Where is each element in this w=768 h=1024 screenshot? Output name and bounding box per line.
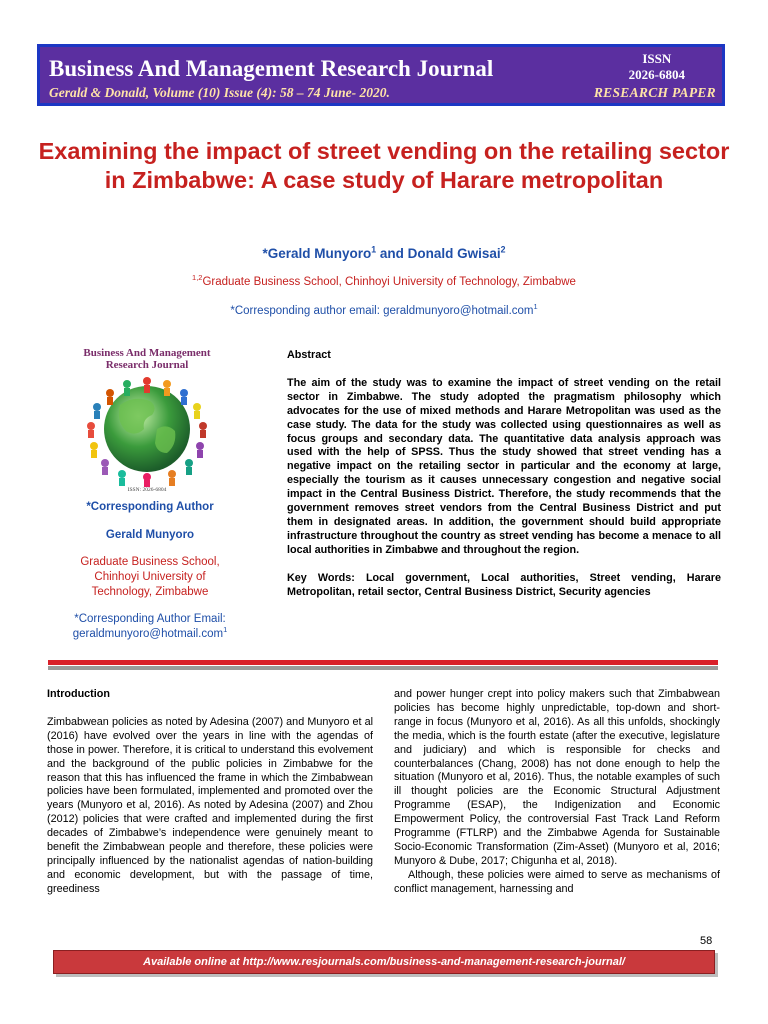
email-label: *Corresponding Author Email: [74,613,226,625]
affiliation-line-3: Technology, Zimbabwe [91,586,209,598]
page-number: 58 [700,935,713,947]
email-line [50,627,250,642]
corresponding-author-affiliation [50,555,250,600]
author-1-sup: 1 [371,244,377,255]
author-2: Donald Gwisai [407,246,501,261]
corresponding-email-text: *Corresponding author email: geraldmunyoro@hotmail.com [230,305,534,317]
body-paragraph: and power hunger crept into policy makers such that Zimbabwean policies has become highly unpredictable, top-down and short-range in focus (Munyoro et al, 2016). As all this unfolds, shockingly the media, which is the fourth estate (after the executive, legislature and judiciary) and which is responsible for checks and counterbalances (Chang, 2008) has not done enough to help the situation (Munyoro et al, 2016). Thus, the notable examples of such ill thought policies are the Economic Structural Adjustment Programme (ESAP), the Indigenization and Economic Empowerment Policy, the controversial Fast Track Land Reform Programme (FTLRP) and the Zimbabwe Agenda for Sustainable Socio-Economic Transformation (Zim-Asset) (Munyoro et al, 2016; Munyoro & Dube, 2017; Chigunha et al, 2018). [394,688,720,867]
issn-number: 2026-6804 [628,67,685,82]
journal-logo [62,347,232,497]
article-title: Examining the impact of street vending on the retailing sector in Zimbabwe: A case study of Harare metropolitan [38,138,730,193]
author-2-sup: 2 [500,244,506,255]
logo-issn: ISSN: 2026-6804 [127,487,167,493]
logo-title-line-2: Research Journal [105,359,189,371]
abstract-section [287,349,721,600]
footer-bar [53,950,715,974]
author-line [0,246,768,261]
paper-type: RESEARCH PAPER [593,85,716,100]
email-address[interactable]: geraldmunyoro@hotmail.com [72,628,224,640]
author-1: *Gerald Munyoro [262,246,372,261]
corresponding-author-label: *Corresponding Author [86,501,214,513]
journal-banner [37,44,725,106]
journal-title: Business And Management Research Journal [49,56,494,81]
body-paragraph: Although, these policies were aimed to serve as mechanisms of conflict management, harnessing and [394,868,720,895]
affiliation-text: Graduate Business School, Chinhoyi University of Technology, Zimbabwe [202,276,576,288]
email-sup: 1 [223,625,228,635]
affiliation-line-1: Graduate Business School, [80,556,220,568]
corresponding-author-name: Gerald Munyoro [105,529,195,541]
body-paragraph: Zimbabwean policies as noted by Adesina (2007) and Munyoro et al (2016) have evolved over the years in line with the agendas of those in power. Therefore, it is critical to understand this evolvement and the background of the public policies in Zimbabwe for the reason that this has influenced the frame in which the Zimbabwean policies have been formulated, implemented and promoted over the years (Munyoro et al, 2016). As noted by Adesina (2007) and Zhou (2012) policies that were crafted and implemented during the first decades of Zimbabwe’s independence were genuinely meant to benefit the Zimbabwean people and therefore, these policies were principally influenced by the nationalist agendas of nation-building and economic development, but with the passage of time, greediness [47,715,373,895]
affiliation-line [0,273,768,288]
keywords: Key Words: Local government, Local authorities, Street vending, Harare Metropolitan, retail sector, Central Business District, Security agencies [287,571,721,598]
affiliation-line-2: Chinhoyi University of [94,571,206,583]
globe-with-people-icon [62,371,232,487]
issn-label: ISSN [642,51,672,66]
affiliation-sup: 1,2 [192,273,203,283]
corresponding-email-line [0,302,768,317]
body-column-left [47,688,373,897]
abstract-heading: Abstract [287,349,331,361]
corresponding-author-email-block [50,612,250,642]
logo-title-line-1: Business And Management [83,347,211,359]
corresponding-email-sup: 1 [533,302,538,312]
citation-line: Gerald & Donald, Volume (10) Issue (4): 58 – 74 June- 2020. [49,85,390,100]
abstract-body: The aim of the study was to examine the impact of street vending on the retail sector in Zimbabwe. The study adopted the pragmatism philosophy which advocates for the use of mixed methods and Harare Metropolitan was used as the case study. The data for the study was collected using questionnaires as well as focus groups and secondary data. The quantitative data analysis approach was used with the help of SPSS. Thus the study showed that street vending has a negative impact on the retailing sector in particular and the economy at large, especially the tourism as it causes unnecessary congestion and negative social impact in the Central Business District. Therefore, the study recommends that the government removes street vendors from the Central Business District and put them in designated areas. In addition, the government should build appropriate infrastructure throughout the country as street vending has become a menace to all local authorities in Zimbabwe and throughout the region. [287,376,721,556]
available-online-link[interactable]: Available online at http://www.resjournals.com/business-and-management-research-journal/ [143,956,625,968]
issn-block [629,51,685,83]
section-divider [48,658,718,672]
author-and: and [376,246,408,261]
introduction-heading: Introduction [47,688,110,700]
body-column-right [394,688,720,897]
logo-title [62,347,232,371]
